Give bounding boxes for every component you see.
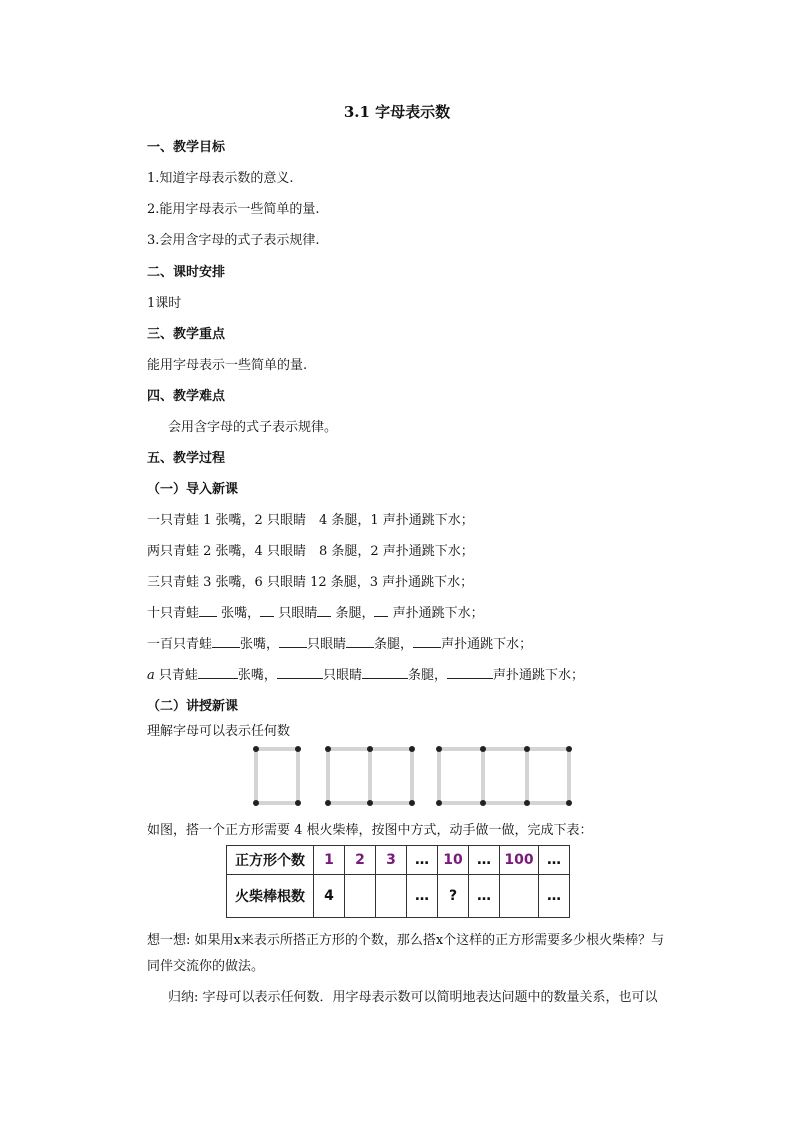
matchstick-square: [483, 749, 527, 803]
table-cell: 3: [376, 846, 407, 875]
frog-10-mouth: 张嘴，: [221, 606, 261, 621]
think-paragraph: 想一想: 如果用x来表示所搭正方形的个数，那么搭x个这样的正方形需要多少根火柴棒？与同伴交流你的做法。: [147, 933, 665, 974]
heading-new-lesson: （二）讲授新课: [147, 699, 239, 714]
table-cell: 100: [500, 846, 539, 875]
matchstick-square: [370, 749, 412, 803]
frog-100-splash: 声扑通跳下水；: [441, 637, 533, 652]
frog-10-eyes: 只眼睛: [278, 606, 318, 621]
match-head: [325, 746, 331, 752]
frog-a-legs: 条腿，: [407, 668, 447, 683]
frog-a-splash: 声扑通跳下水；: [492, 668, 584, 683]
schedule-text: 1课时: [147, 296, 182, 311]
table-row-header: 火柴棒根数: [227, 875, 314, 918]
table-row-header: 正方形个数: [227, 846, 314, 875]
frog-line-3: 三只青蛙 3 张嘴，6 只眼睛 12 条腿，3 声扑通跳下水；: [147, 575, 474, 590]
summary-paragraph: 归纳: 字母可以表示任何数．用字母表示数可以简明地表达问题中的数量关系，也可以: [168, 990, 658, 1005]
matchstick-square: [256, 749, 298, 803]
table-cell: …: [469, 875, 500, 918]
frog-100-legs: 条腿，: [374, 637, 414, 652]
table-cell[interactable]: [500, 875, 539, 918]
match-head: [480, 746, 486, 752]
heading-objectives: 一、教学目标: [147, 140, 226, 155]
table-cell: 1: [314, 846, 345, 875]
table-cell: …: [407, 846, 438, 875]
objective-2: 2.能用字母表示一些简单的量.: [147, 202, 320, 217]
frog-10-splash: 声扑通跳下水；: [392, 606, 484, 621]
heading-intro: （一）导入新课: [147, 482, 239, 497]
matchstick-square: [527, 749, 569, 803]
heading-process: 五、教学过程: [147, 451, 226, 466]
key-point-text: 能用字母表示一些简单的量.: [147, 358, 308, 373]
table-cell[interactable]: [345, 875, 376, 918]
table-cell[interactable]: ?: [438, 875, 469, 918]
match-head: [367, 800, 373, 806]
match-head: [480, 800, 486, 806]
table-cell: 10: [438, 846, 469, 875]
heading-schedule: 二、课时安排: [147, 265, 226, 280]
table-cell: …: [407, 875, 438, 918]
frog-a-label: 只青蛙: [158, 668, 198, 683]
frog-line-2: 两只青蛙 2 张嘴，4 只眼睛 8 条腿，2 声扑通跳下水；: [147, 544, 474, 559]
table-cell: …: [469, 846, 500, 875]
frog-10-label: 十只青蛙: [147, 606, 200, 621]
match-head: [566, 746, 572, 752]
match-head: [253, 746, 259, 752]
table-cell: 2: [345, 846, 376, 875]
frog-100-eyes: 只眼睛: [307, 637, 347, 652]
match-head: [409, 746, 415, 752]
match-head: [325, 800, 331, 806]
document-title: 3.1 字母表示数: [343, 103, 451, 121]
matchstick-square: [328, 749, 370, 803]
instruction-text: 如图，搭一个正方形需要 4 根火柴棒，按图中方式，动手做一做，完成下表：: [147, 823, 593, 838]
table-cell: 4: [314, 875, 345, 918]
table-cell: …: [539, 846, 570, 875]
frog-line-1: 一只青蛙 1 张嘴，2 只眼睛 4 条腿，1 声扑通跳下水；: [147, 513, 474, 528]
match-head: [524, 746, 530, 752]
match-head: [295, 800, 301, 806]
match-head: [524, 800, 530, 806]
frog-a-mouth: 张嘴，: [237, 668, 277, 683]
table-cell[interactable]: [376, 875, 407, 918]
frog-100-label: 一百只青蛙: [147, 637, 213, 652]
frog-a-variable: a: [147, 668, 155, 683]
frog-100-mouth: 张嘴，: [240, 637, 280, 652]
frog-a-eyes: 只眼睛: [322, 668, 362, 683]
objective-1: 1.知道字母表示数的意义.: [147, 171, 294, 186]
match-head: [566, 800, 572, 806]
heading-difficulty: 四、教学难点: [147, 389, 226, 404]
heading-key-point: 三、教学重点: [147, 327, 226, 342]
matchstick-table: [226, 845, 570, 918]
match-head: [295, 746, 301, 752]
matchstick-square: [439, 749, 483, 803]
frog-10-legs: 条腿，: [335, 606, 375, 621]
understand-text: 理解字母可以表示任何数: [147, 724, 291, 739]
objective-3: 3.会用含字母的式子表示规律.: [147, 233, 320, 248]
match-head: [436, 800, 442, 806]
match-head: [253, 800, 259, 806]
match-head: [436, 746, 442, 752]
match-head: [409, 800, 415, 806]
difficulty-text: 会用含字母的式子表示规律。: [168, 420, 338, 435]
match-head: [367, 746, 373, 752]
table-cell: …: [539, 875, 570, 918]
